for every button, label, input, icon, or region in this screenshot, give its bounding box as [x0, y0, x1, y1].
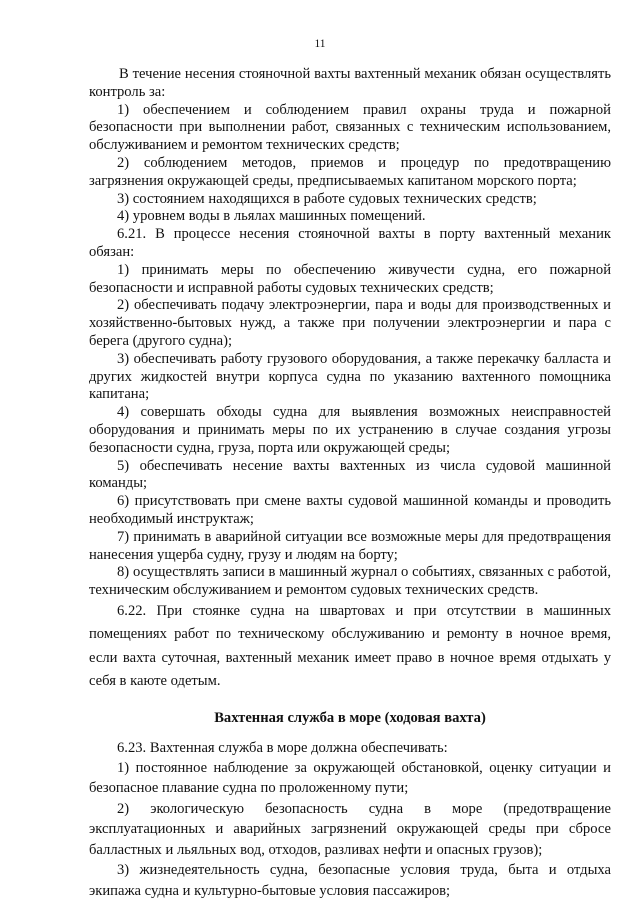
clause-6-22: 6.22. При стоянке судна на швартовах и при отсутствии в машинных помещениях работ по техническому обслуживанию и ремонту в ночное время, если вахта суточная, вахтенный механик имеет право в ночное время отдыхать у себя в каюте одетым.: [89, 602, 611, 690]
list-item: 1) обеспечением и соблюдением правил охраны труда и пожарной безопасности при выполнении работ, связанных с техническим использованием, обслуживанием и ремонтом технических средств;: [89, 101, 611, 154]
list-item: 3) состоянием находящихся в работе судовых технических средств;: [117, 190, 537, 207]
clause-6-23: 6.23. Вахтенная служба в море должна обеспечивать:: [117, 739, 448, 756]
paragraph-intro: В течение несения стояночной вахты вахтенный механик обязан осуществлять контроль за:: [89, 66, 611, 100]
list-item: 8) осуществлять записи в машинный журнал о событиях, связанных с работой, техническим обслуживанием и ремонтом судовых технических средств.: [89, 564, 611, 599]
list-item: 2) соблюдением методов, приемов и процедур по предотвращению загрязнения окружающей среды, предписываемых капитаном морского порта;: [89, 154, 611, 189]
list-item: 4) уровнем воды в льялах машинных помещений.: [117, 208, 426, 225]
list-item: 6) присутствовать при смене вахты судовой машинной команды и проводить необходимый инструктаж;: [89, 493, 611, 527]
section-heading: Вахтенная служба в море (ходовая вахта): [214, 709, 486, 726]
list-item: 2) обеспечивать подачу электроэнергии, пара и воды для производственных и хозяйственно-бытовых нужд, а также при получении электроэнергии и пара с берега (другого судна);: [89, 297, 611, 349]
list-item: 3) жизнедеятельность судна, безопасные условия труда, быта и отдыха экипажа судна и культурно-бытовые условия пассажиров;: [89, 862, 611, 899]
document-body: [89, 66, 611, 901]
page-number: 11: [314, 38, 326, 50]
list-item: 2) экологическую безопасность судна в море (предотвращение эксплуатационных и аварийных загрязнений окружающей среды при сбросе балластных и льяльных вод, отходов, разливах нефти и опасных грузов);: [89, 800, 611, 858]
list-item: 5) обеспечивать несение вахты вахтенных из числа судовой машинной команды;: [89, 457, 611, 492]
list-item: 1) постоянное наблюдение за окружающей обстановкой, оценку ситуации и безопасное плавание судна по проложенному пути;: [89, 759, 611, 796]
list-item: 7) принимать в аварийной ситуации все возможные меры для предотвращения нанесения ущерба судну, грузу и людям на борту;: [89, 528, 611, 563]
list-item: 3) обеспечивать работу грузового оборудования, а также перекачку балласта и других жидкостей внутри корпуса судна по указанию вахтенного помощника капитана;: [89, 350, 611, 403]
clause-6-21: 6.21. В процессе несения стояночной вахты в порту вахтенный механик обязан:: [89, 226, 611, 260]
list-item: 1) принимать меры по обеспечению живучести судна, его пожарной безопасности и исправной работы судовых технических средств;: [89, 261, 611, 296]
list-item: 4) совершать обходы судна для выявления возможных неисправностей оборудования и принимать меры по их устранению в случае создания угрозы безопасности судна, груза, порта или окружающей среды;: [89, 404, 611, 456]
